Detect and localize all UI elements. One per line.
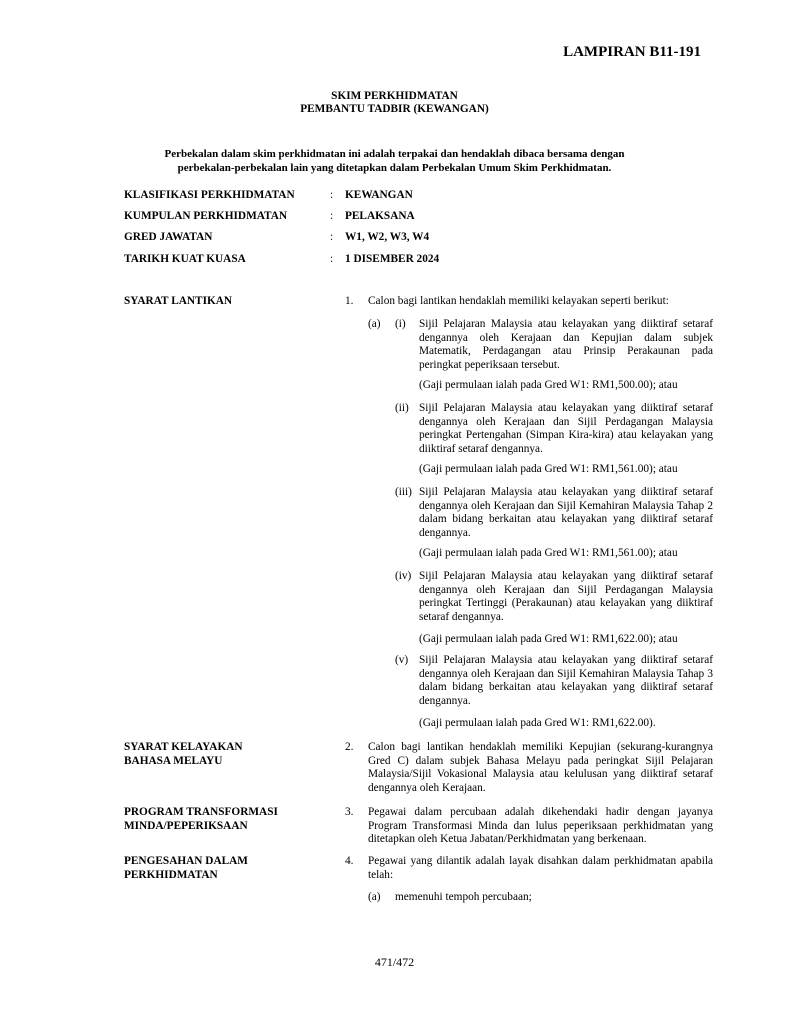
section-number: 3. bbox=[345, 806, 354, 818]
qualification-text: Sijil Pelajaran Malaysia atau kelayakan yang diiktiraf setaraf dengannya oleh Kerajaan dan Sijil Perdagangan Malaysia peringkat Tertinggi (Perakaunan) atau kelayakan yang diiktiraf setaraf dengannya. bbox=[419, 570, 713, 623]
item-marker: (v) bbox=[395, 654, 409, 666]
info-value-tarikh: 1 DISEMBER 2024 bbox=[345, 253, 440, 265]
qualification-text: Sijil Pelajaran Malaysia atau kelayakan yang diiktiraf setaraf dengannya oleh Kerajaan dan Sijil Kemahiran Malaysia Tahap 3 dalam bidang berkaitan atau kelayakan yang diiktiraf setaraf dengannya. bbox=[419, 654, 713, 707]
item-marker: (iv) bbox=[395, 570, 412, 582]
section-number: 4. bbox=[345, 855, 354, 867]
info-value-gred: W1, W2, W3, W4 bbox=[345, 231, 430, 243]
section-label-line: MINDA/PEPERIKSAAN bbox=[124, 819, 248, 832]
scheme-subtitle: PEMBANTU TADBIR (KEWANGAN) bbox=[300, 103, 489, 115]
info-colon: : bbox=[330, 253, 334, 265]
section-text: Pegawai dalam percubaan adalah dikehendaki hadir dengan jayanya Program Transformasi Minda dan lulus peperiksaan perkhidmatan yang ditetapkan oleh Ketua Jabatan/Perkhidmatan yang berkenaan. bbox=[368, 806, 713, 845]
section-text: Calon bagi lantikan hendaklah memiliki kelayakan seperti berikut: bbox=[368, 295, 669, 307]
section-label-syarat-lantikan: SYARAT LANTIKAN bbox=[124, 295, 233, 307]
salary-note: (Gaji permulaan ialah pada Gred W1: RM1,500.00); atau bbox=[419, 379, 678, 391]
salary-note: (Gaji permulaan ialah pada Gred W1: RM1,561.00); atau bbox=[419, 463, 678, 475]
intro-line-1: Perbekalan dalam skim perkhidmatan ini adalah terpakai dan hendaklah dibaca bersama dengan bbox=[164, 148, 625, 160]
qualification-text: Sijil Pelajaran Malaysia atau kelayakan yang diiktiraf setaraf dengannya oleh Kerajaan dan Sijil Perdagangan Malaysia peringkat Pertengahan (Simpan Kira-kira) atau kelayakan yang diiktiraf setaraf dengannya. bbox=[419, 402, 713, 455]
info-colon: : bbox=[330, 231, 334, 243]
item-marker: (iii) bbox=[395, 486, 412, 498]
section-text: Pegawai yang dilantik adalah layak disahkan dalam perkhidmatan apabila telah: bbox=[368, 855, 713, 881]
lampiran-reference: LAMPIRAN B11-191 bbox=[563, 44, 701, 60]
info-label-klasifikasi: KLASIFIKASI PERKHIDMATAN bbox=[124, 189, 295, 201]
sub-marker-a: (a) bbox=[368, 318, 381, 330]
page-number: 471/472 bbox=[374, 955, 415, 969]
section-label-pengesahan bbox=[124, 855, 324, 882]
qualification-text: Sijil Pelajaran Malaysia atau kelayakan yang diiktiraf setaraf dengannya oleh Kerajaan dan Sijil Kemahiran Malaysia Tahap 2 dalam bidang berkaitan atau kelayakan yang diiktiraf setaraf dengannya. bbox=[419, 486, 713, 539]
sub-item-text: memenuhi tempoh percubaan; bbox=[395, 891, 532, 903]
info-label-tarikh: TARIKH KUAT KUASA bbox=[124, 253, 246, 265]
qualification-text: Sijil Pelajaran Malaysia atau kelayakan yang diiktiraf setaraf dengannya oleh Kerajaan dan Kepujian dalam subjek Matematik, Perdagangan atau Prinsip Perakaunan pada peringkat peperiksaan tersebut. bbox=[419, 318, 713, 371]
info-colon: : bbox=[330, 189, 334, 201]
item-marker: (i) bbox=[395, 318, 406, 330]
section-number: 2. bbox=[345, 741, 354, 753]
section-label-line: PENGESAHAN DALAM bbox=[124, 855, 248, 867]
info-label-kumpulan: KUMPULAN PERKHIDMATAN bbox=[124, 210, 288, 222]
info-value-klasifikasi: KEWANGAN bbox=[345, 189, 413, 201]
section-label-line: PERKHIDMATAN bbox=[124, 868, 218, 881]
salary-note: (Gaji permulaan ialah pada Gred W1: RM1,622.00); atau bbox=[419, 633, 678, 645]
info-value-kumpulan: PELAKSANA bbox=[345, 210, 415, 222]
intro-line-2: perbekalan-perbekalan lain yang ditetapkan dalam Perbekalan Umum Skim Perkhidmatan. bbox=[177, 162, 612, 174]
salary-note: (Gaji permulaan ialah pada Gred W1: RM1,561.00); atau bbox=[419, 547, 678, 559]
scheme-title: SKIM PERKHIDMATAN bbox=[331, 90, 458, 102]
item-marker: (ii) bbox=[395, 402, 409, 414]
section-number: 1. bbox=[345, 295, 354, 307]
info-colon: : bbox=[330, 210, 334, 222]
section-label-line: PROGRAM TRANSFORMASI bbox=[124, 806, 278, 818]
salary-note: (Gaji permulaan ialah pada Gred W1: RM1,622.00). bbox=[419, 717, 656, 729]
section-label-transformasi bbox=[124, 806, 324, 833]
section-label-line: BAHASA MELAYU bbox=[124, 754, 223, 767]
section-label-bahasa bbox=[124, 741, 324, 768]
section-text: Calon bagi lantikan hendaklah memiliki Kepujian (sekurang-kurangnya Gred C) dalam subjek Bahasa Melayu pada peringkat Sijil Pelajaran Malaysia/Sijil Vokasional Malaysia atau kelulusan yang diiktiraf setaraf dengannya oleh Kerajaan. bbox=[368, 741, 713, 794]
section-label-line: SYARAT KELAYAKAN bbox=[124, 741, 243, 753]
sub-marker-a: (a) bbox=[368, 891, 381, 903]
info-label-gred: GRED JAWATAN bbox=[124, 231, 213, 243]
